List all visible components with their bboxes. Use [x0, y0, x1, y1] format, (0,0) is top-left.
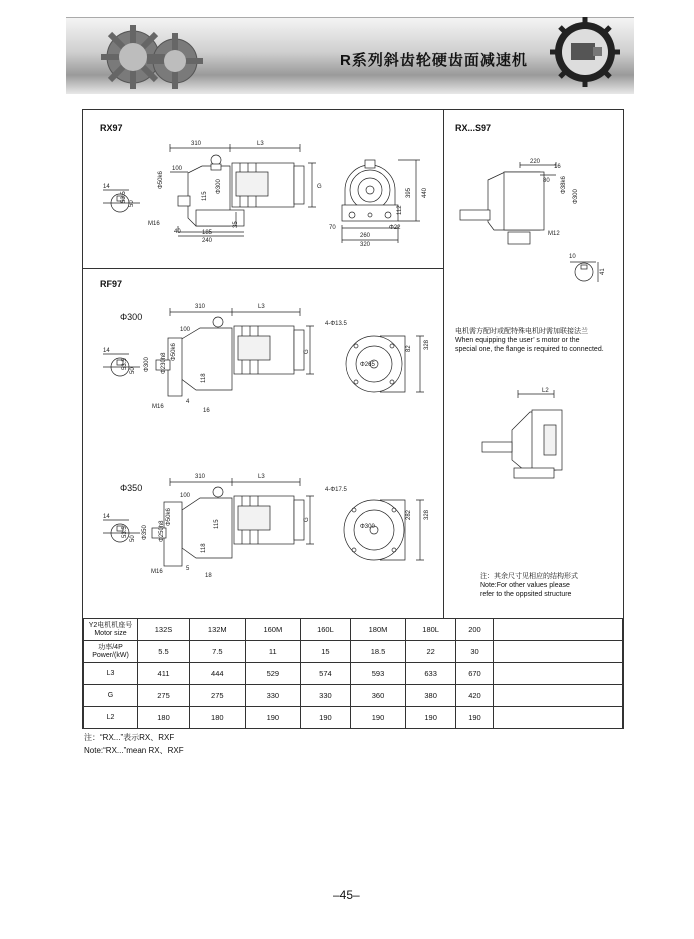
svg-text:18: 18 [205, 573, 212, 579]
table-cell-empty [494, 619, 623, 641]
svg-text:50: 50 [129, 200, 135, 207]
table-cell: 190 [245, 707, 301, 729]
svg-text:50: 50 [130, 535, 136, 542]
svg-text:100: 100 [180, 327, 191, 333]
table-cell: 574 [301, 663, 351, 685]
row-header: L3 [84, 663, 138, 685]
svg-text:118: 118 [201, 373, 207, 383]
table-cell: 180 [190, 707, 246, 729]
page-title: R系列斜齿轮硬齿面减速机 [340, 52, 528, 69]
row-header: Y2电机机座号 Motor size [84, 619, 138, 641]
svg-text:14: 14 [103, 184, 110, 190]
svg-text:4: 4 [186, 399, 190, 405]
section-label-phi300: Φ300 [120, 312, 143, 322]
svg-text:4-Φ17.5: 4-Φ17.5 [325, 487, 347, 493]
svg-text:53.5: 53.5 [122, 526, 128, 538]
svg-text:220: 220 [530, 159, 541, 165]
svg-text:53.5: 53.5 [122, 358, 128, 370]
svg-text:100: 100 [180, 493, 191, 499]
svg-text:5: 5 [186, 566, 190, 572]
svg-text:50: 50 [130, 367, 136, 374]
svg-text:82: 82 [406, 345, 412, 352]
svg-text:395: 395 [406, 187, 412, 198]
table-cell: 330 [245, 685, 301, 707]
table-cell: 330 [301, 685, 351, 707]
svg-text:Φ300: Φ300 [360, 524, 375, 530]
table-cell: 420 [455, 685, 493, 707]
table-cell-empty [494, 685, 623, 707]
svg-text:Φ300: Φ300 [573, 189, 579, 204]
page-number: –45– [333, 888, 360, 902]
svg-text:185: 185 [202, 230, 213, 236]
svg-text:115: 115 [202, 191, 208, 201]
svg-text:310: 310 [191, 141, 202, 147]
table-cell: 22 [406, 641, 456, 663]
svg-text:440: 440 [422, 187, 428, 198]
svg-text:40: 40 [174, 229, 181, 235]
table-cell: 529 [245, 663, 301, 685]
table-cell: 444 [190, 663, 246, 685]
other-note-cn: 注：其余尺寸见相应的结构形式 [480, 573, 578, 580]
table-cell: 15 [301, 641, 351, 663]
table-cell: 670 [455, 663, 493, 685]
svg-text:260: 260 [360, 233, 371, 239]
svg-text:41: 41 [600, 268, 606, 275]
svg-text:G: G [304, 517, 310, 522]
table-cell: 200 [455, 619, 493, 641]
svg-text:14: 14 [103, 514, 110, 520]
svg-text:320: 320 [360, 242, 371, 248]
svg-text:Φ300: Φ300 [144, 357, 150, 372]
table-cell: 190 [455, 707, 493, 729]
table-cell: 190 [301, 707, 351, 729]
svg-text:L3: L3 [258, 304, 265, 310]
svg-text:118: 118 [201, 543, 207, 553]
table-cell: 360 [350, 685, 406, 707]
svg-text:Φ38k6: Φ38k6 [561, 176, 567, 194]
table-row [84, 663, 623, 685]
section-label-rf97: RF97 [100, 279, 123, 289]
table-cell: 132M [190, 619, 246, 641]
table-cell: 132S [138, 619, 190, 641]
section-label-rx97: RX97 [100, 123, 123, 133]
svg-text:L3: L3 [257, 141, 264, 147]
svg-text:Φ265: Φ265 [360, 362, 375, 368]
svg-text:Φ300: Φ300 [216, 179, 222, 194]
table-cell: 7.5 [190, 641, 246, 663]
svg-text:328: 328 [424, 339, 430, 350]
table-cell: 380 [406, 685, 456, 707]
svg-text:10: 10 [569, 254, 576, 260]
table-cell: 411 [138, 663, 190, 685]
svg-text:35: 35 [233, 221, 239, 228]
svg-text:14: 14 [103, 348, 110, 354]
rf97-300-side-view [103, 308, 314, 396]
svg-text:G: G [317, 184, 322, 190]
rf97-300-flange-view [346, 336, 424, 392]
svg-text:M12: M12 [548, 231, 560, 237]
table-cell: 18.5 [350, 641, 406, 663]
rx-s97-view [460, 162, 598, 282]
svg-text:Φ50k6: Φ50k6 [166, 508, 172, 526]
svg-text:100: 100 [172, 166, 183, 172]
svg-text:310: 310 [195, 304, 206, 310]
svg-text:4-Φ13.5: 4-Φ13.5 [325, 321, 347, 327]
table-cell: 5.5 [138, 641, 190, 663]
table-cell: 275 [190, 685, 246, 707]
table-cell-empty [494, 707, 623, 729]
table-cell: 11 [245, 641, 301, 663]
rx97-side-view [103, 144, 316, 236]
table-row [84, 641, 623, 663]
svg-text:Φ230h8: Φ230h8 [161, 352, 167, 374]
section-label-rx-s97: RX...S97 [455, 123, 492, 133]
table-cell: 633 [406, 663, 456, 685]
svg-text:310: 310 [195, 474, 206, 480]
svg-text:80: 80 [543, 178, 550, 184]
svg-text:L2: L2 [542, 388, 549, 394]
svg-text:G: G [304, 349, 310, 354]
svg-text:L3: L3 [258, 474, 265, 480]
svg-text:53.5: 53.5 [121, 191, 127, 203]
table-cell: 190 [350, 707, 406, 729]
table-cell-empty [494, 663, 623, 685]
svg-text:Φ50k6: Φ50k6 [171, 343, 177, 361]
svg-text:115: 115 [214, 519, 220, 529]
svg-text:Φ50k6: Φ50k6 [158, 171, 164, 189]
row-header: 功率/4P Power/(kW) [84, 641, 138, 663]
svg-text:16: 16 [203, 408, 210, 414]
svg-text:M16: M16 [151, 569, 163, 575]
svg-text:112: 112 [397, 205, 403, 215]
svg-text:Φ250h8: Φ250h8 [159, 520, 165, 542]
spec-table [83, 618, 623, 729]
table-cell: 30 [455, 641, 493, 663]
other-note-en-1: Note:For other values please [480, 582, 570, 589]
flange-note-en-1: When equipping the user’ s motor or the [455, 337, 580, 344]
table-cell-empty [494, 641, 623, 663]
table-cell: 160M [245, 619, 301, 641]
svg-text:16: 16 [554, 164, 561, 170]
table-cell: 180M [350, 619, 406, 641]
table-row [84, 707, 623, 729]
table-row [84, 685, 623, 707]
row-header: G [84, 685, 138, 707]
svg-text:70: 70 [329, 225, 336, 231]
svg-text:Φ22: Φ22 [389, 225, 401, 231]
table-row [84, 619, 623, 641]
svg-text:240: 240 [202, 238, 213, 244]
table-cell: 275 [138, 685, 190, 707]
svg-text:M16: M16 [148, 221, 160, 227]
flange-adaptor-view [482, 390, 562, 478]
rf97-350-side-view [103, 478, 314, 566]
rf97-350-flange-view [344, 500, 424, 560]
svg-text:Φ350: Φ350 [142, 525, 148, 540]
svg-text:282: 282 [406, 509, 412, 520]
rx97-end-view [342, 160, 420, 243]
row-header: L2 [84, 707, 138, 729]
flange-note-cn: 电机需方配时或配特殊电机时需加联接法兰 [455, 328, 588, 335]
footer-note-en: Note:“RX...”mean RX、RXF [84, 746, 184, 755]
table-cell: 190 [406, 707, 456, 729]
svg-text:M16: M16 [152, 404, 164, 410]
table-cell: 160L [301, 619, 351, 641]
table-cell: 593 [350, 663, 406, 685]
table-cell: 180 [138, 707, 190, 729]
table-cell: 180L [406, 619, 456, 641]
other-note-en-2: refer to the oppsited structure [480, 591, 572, 598]
flange-note-en-2: special one, the flange is required to connected. [455, 346, 604, 353]
footer-note-cn: 注：“RX...”表示RX、RXF [84, 733, 175, 742]
svg-text:328: 328 [424, 509, 430, 520]
section-label-phi350: Φ350 [120, 483, 143, 493]
